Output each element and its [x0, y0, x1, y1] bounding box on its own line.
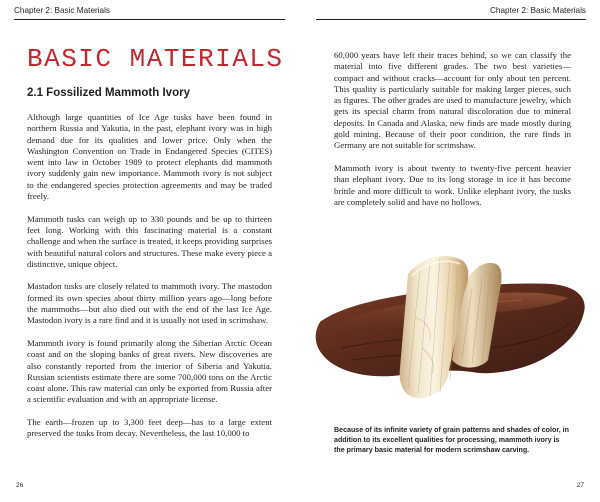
paragraph: 60,000 years have left their traces behind, so we can classify the material into five different grades. The two best varieties—compact and without cracks—account for only about ten percent. This quality is particularly suitable for making larger pieces, such as figures. The other grades are used to manufacture jewelry, which gets its special charm from natural discoloration due to mineral deposits. In Canada and Alaska, new finds are made mostly during gold mining. Because of their poor condition, the rare finds in Germany are not suitable for scrimshaw. — [334, 50, 571, 151]
right-page — [300, 0, 600, 502]
paragraph: Mammoth ivory is found primarily along the Siberian Arctic Ocean coast and on the sloping banks of great rivers. New discoveries are also constantly reported from the interior of Siberia and Yakutia. Russian scientists estimate there are some 700,000 tons on the Arctic coast alone. This raw material can only be exported from Russia after a scientific evaluation and with an appropriate license. — [27, 337, 272, 405]
chapter-title: BASIC MATERIALS — [27, 44, 284, 74]
paragraph: Mammoth ivory is about twenty to twenty-five percent heavier than elephant ivory. Due to its long storage in ice it has become brittle and more difficult to work. Unlike elephant ivory, the tusks are completely solid and have no hollows. — [334, 162, 571, 207]
paragraph: The earth—frozen up to 3,300 feet deep—has to a large extent preserved the tusks from decay. Nevertheless, the last 10,000 to — [27, 417, 272, 439]
page-number-right: 27 — [576, 482, 584, 489]
left-body-text — [27, 112, 272, 451]
photo-caption: Because of its infinite variety of grain patterns and shades of color, in addition to its excellent qualities for processing, mammoth ivory is the primary basic material for modern scrimshaw carving. — [334, 426, 569, 454]
right-body-text — [334, 50, 571, 219]
mammoth-ivory-photo — [312, 248, 592, 408]
page-number-left: 26 — [16, 482, 24, 489]
running-head-right: Chapter 2: Basic Materials — [316, 6, 586, 20]
paragraph: Mastadon tusks are closely related to mammoth ivory. The mastodon formed its own species about thirty million years ago—long before the mammoths—but also died out with the end of the last Ice Age. Mastodon ivory is a rare find and it is usually not used in scrimshaw. — [27, 281, 272, 326]
paragraph: Mammoth tusks can weigh up to 330 pounds and be up to thirteen feet long. Working with this fascinating material is a constant challenge and when the surface is treated, it keeps providing surprises with beautiful natural colors and structures. These make every piece a distinctive, unique object. — [27, 213, 272, 269]
paragraph: Although large quantities of Ice Age tusks have been found in northern Russia and Yakutia, in the past, elephant ivory was in high demand due for its qualities and lower price. Only when the Washington Convention on Trade in Endangered Species (CITES) went into law in October 1989 to protect elephants did mammoth ivory suddenly gain new importance. Mammoth ivory is not subject to the endangered species protection agreements and may be traded freely. — [27, 112, 272, 202]
running-head-left: Chapter 2: Basic Materials — [14, 6, 285, 20]
section-title: 2.1 Fossilized Mammoth Ivory — [27, 87, 190, 99]
